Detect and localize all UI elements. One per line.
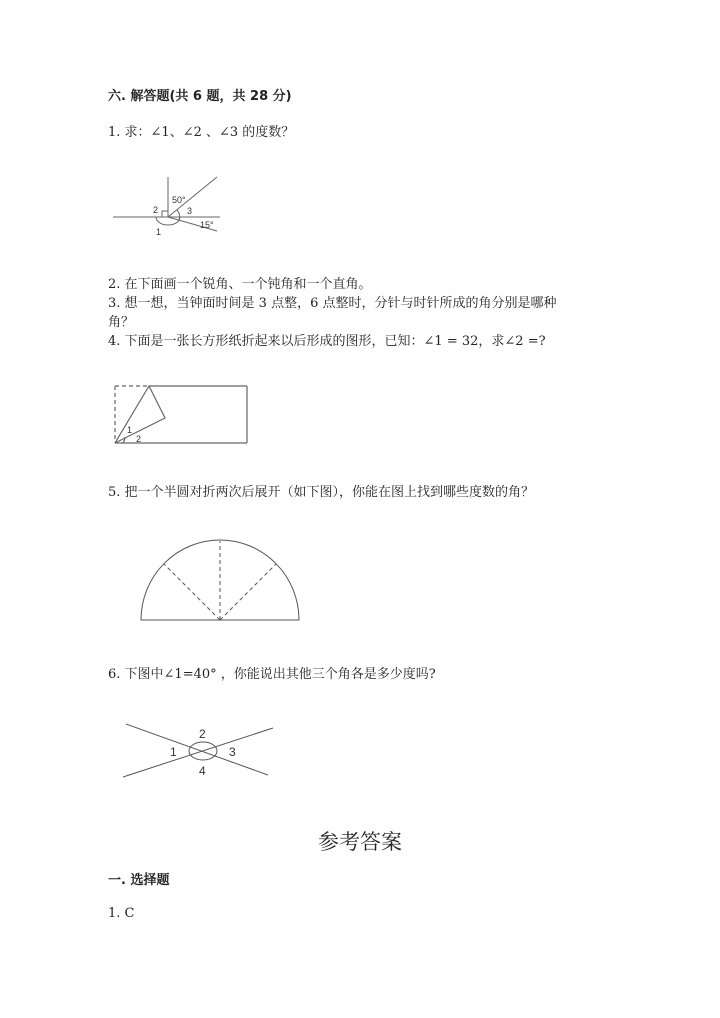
question-3-continued: 角？ — [108, 315, 135, 330]
label-1: 1 — [127, 425, 133, 435]
section-heading: 六. 解答题(共 6 题，共 28 分) — [108, 89, 292, 104]
label-3: 3 — [187, 206, 193, 216]
figure-folded-rectangle-q4 — [115, 386, 247, 443]
label-4: 4 — [199, 764, 206, 778]
question-5: 5. 把一个半圆对折两次后展开（如下图），你能在图上找到哪些度数的角？ — [108, 485, 535, 500]
label-15: 15° — [200, 220, 214, 230]
question-6: 6. 下图中∠1=40° ，你能说出其他三个角各是多少度吗? — [108, 667, 436, 682]
question-2: 2. 在下面画一个锐角、一个钝角和一个直角。 — [108, 277, 372, 292]
figure-intersecting-lines-q6 — [123, 724, 273, 777]
label-3: 3 — [229, 745, 236, 759]
label-1: 1 — [156, 227, 162, 237]
question-3: 3. 想一想，当钟面时间是 3 点整，6 点整时，分针与时针所成的角分别是哪种 — [108, 296, 557, 311]
question-1: 1. 求：∠1、∠2 、∠3 的度数？ — [108, 125, 295, 140]
label-50: 50° — [172, 195, 186, 205]
label-2: 2 — [199, 727, 206, 741]
answers-title: 参考答案 — [318, 830, 402, 854]
answers-section-heading: 一. 选择题 — [108, 873, 170, 888]
question-4: 4. 下面是一张长方形纸折起来以后形成的图形，已知：∠1 = 32，求∠2 =? — [108, 334, 546, 349]
label-1: 1 — [170, 745, 177, 759]
answer-item: 1. C — [108, 906, 135, 921]
label-2: 2 — [136, 434, 142, 444]
label-2: 2 — [153, 205, 159, 215]
figure-semicircle-q5 — [141, 540, 299, 620]
